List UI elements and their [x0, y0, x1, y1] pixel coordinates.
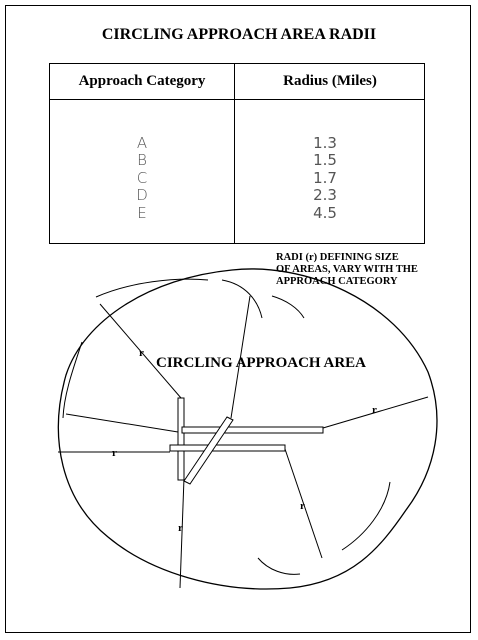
- category-cell: E: [137, 203, 147, 222]
- header-radius: Radius (Miles): [283, 73, 377, 89]
- runway-upper-horizontal: [182, 427, 323, 433]
- circling-area-label: CIRCLING APPROACH AREA: [156, 355, 367, 371]
- runway-vertical: [178, 398, 184, 480]
- header-approach-category: Approach Category: [78, 73, 206, 89]
- note-line: RADI (r) DEFINING SIZE: [276, 252, 399, 263]
- radius-cell: 1.7: [313, 168, 337, 187]
- category-cell: C: [136, 168, 148, 187]
- radius-cell: 4.5: [313, 203, 337, 222]
- category-cell: D: [136, 186, 148, 205]
- radius-label: r: [178, 522, 183, 534]
- runway-lower-horizontal: [170, 445, 285, 451]
- radius-cell: 1.3: [313, 134, 337, 152]
- radius-line-left: [66, 414, 178, 432]
- category-cell: A: [136, 134, 148, 152]
- category-cell: B: [137, 151, 147, 170]
- radius-cell: 1.5: [313, 151, 337, 170]
- note-line: APPROACH CATEGORY: [276, 276, 398, 287]
- boundary-arc: [258, 558, 300, 574]
- boundary-arc: [272, 296, 304, 318]
- boundary-arc: [63, 342, 82, 418]
- radius-label: r: [372, 404, 377, 416]
- radius-cell: 2.3: [313, 186, 337, 205]
- note-line: OF AREAS, VARY WITH THE: [276, 264, 418, 275]
- radius-label: r: [139, 347, 144, 359]
- boundary-arc: [96, 279, 208, 297]
- boundary-arc: [222, 280, 262, 318]
- figure-title: CIRCLING APPROACH AREA RADII: [101, 26, 377, 43]
- radius-label: r: [300, 500, 305, 512]
- radius-label: r: [112, 447, 117, 459]
